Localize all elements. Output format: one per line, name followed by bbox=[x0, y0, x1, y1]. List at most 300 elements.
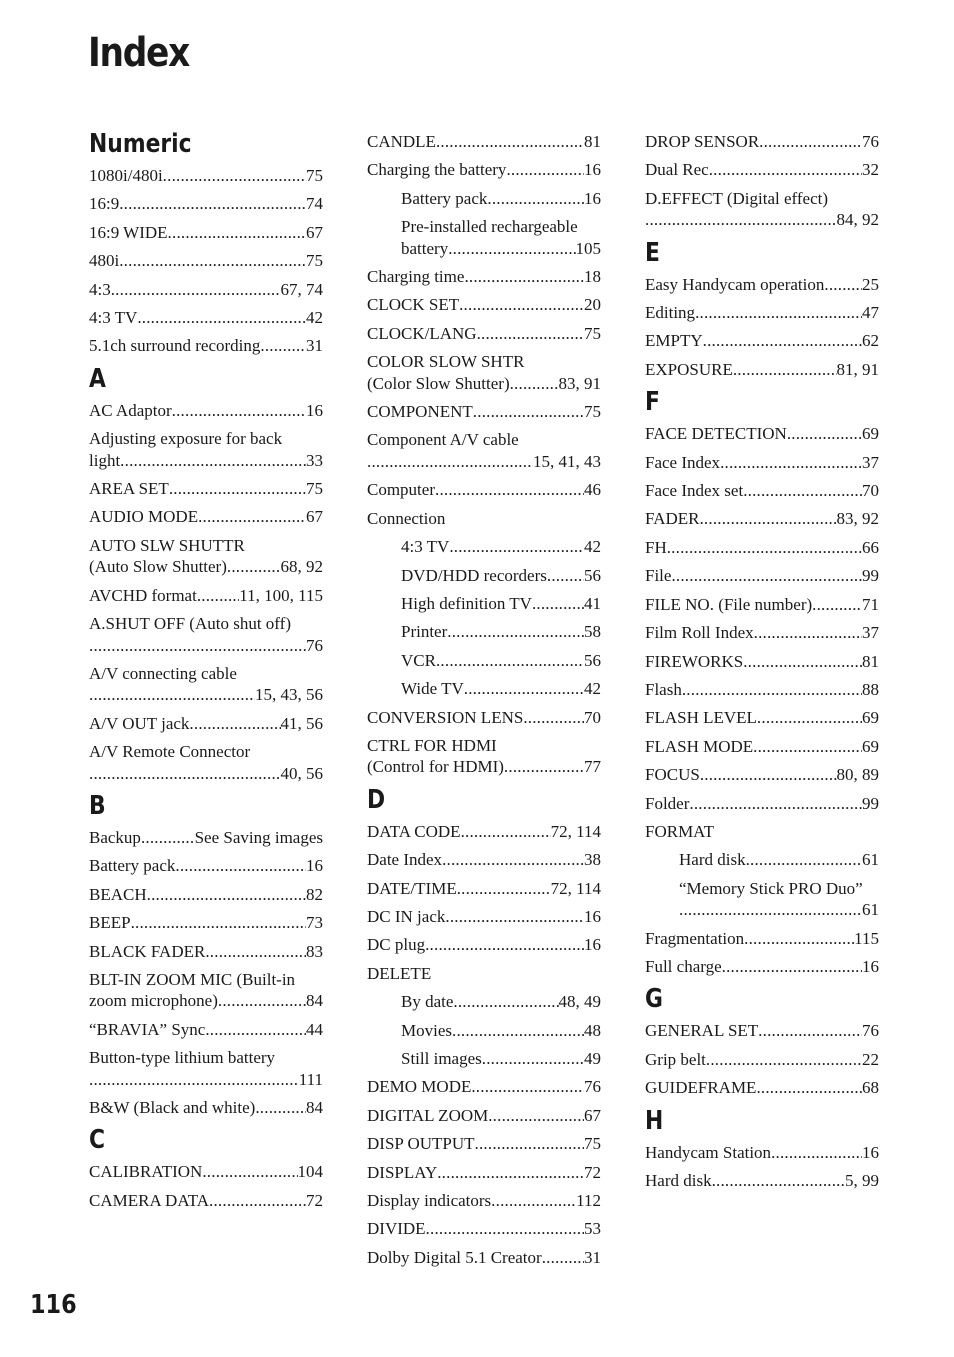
index-entry bbox=[89, 1190, 323, 1211]
dot-leader bbox=[506, 159, 584, 180]
section-heading: E bbox=[645, 237, 660, 268]
entry-line bbox=[89, 1019, 323, 1040]
page-ref: 16 bbox=[306, 400, 323, 420]
page-ref: See Saving images bbox=[194, 827, 323, 847]
entry-line bbox=[645, 209, 879, 230]
page-ref: 68, 92 bbox=[280, 557, 323, 577]
page-ref: 75 bbox=[584, 402, 601, 422]
entry-term: DISPLAY bbox=[367, 1162, 438, 1182]
page-ref: 70 bbox=[862, 481, 879, 501]
entry-line bbox=[89, 193, 323, 214]
entry-term: Full charge bbox=[645, 956, 722, 976]
entry-line bbox=[645, 1049, 879, 1070]
entry-term: light bbox=[89, 450, 121, 470]
entry-line bbox=[645, 359, 879, 380]
entry-term: VCR bbox=[401, 650, 436, 670]
index-entry bbox=[367, 1105, 601, 1126]
index-subentry bbox=[367, 536, 601, 557]
entry-term: 1080i/480i bbox=[89, 166, 163, 185]
page-ref: 73 bbox=[306, 913, 323, 933]
entry-term: FORMAT bbox=[645, 821, 714, 841]
entry-term: CLOCK SET bbox=[367, 295, 460, 315]
page-ref: 81 bbox=[584, 132, 601, 151]
entry-line bbox=[645, 131, 879, 152]
entry-line bbox=[89, 450, 323, 471]
entry-term: Date Index bbox=[367, 850, 443, 870]
dot-leader bbox=[758, 1020, 862, 1041]
entry-line bbox=[367, 131, 601, 152]
index-entry bbox=[645, 1077, 879, 1098]
entry-term: DEMO MODE bbox=[367, 1077, 472, 1097]
entry-line bbox=[89, 1161, 323, 1182]
dot-leader bbox=[189, 713, 280, 734]
index-subentry bbox=[645, 849, 879, 870]
page-ref: 72, 114 bbox=[550, 821, 601, 841]
index-entry bbox=[89, 335, 323, 356]
page-ref: 16 bbox=[306, 856, 323, 876]
entry-term-first-line: A/V Remote Connector bbox=[89, 742, 251, 762]
dot-leader bbox=[824, 274, 862, 295]
entry-term-first-line: A.SHUT OFF (Auto shut off) bbox=[89, 614, 291, 634]
page-ref: 115 bbox=[854, 928, 879, 948]
dot-leader bbox=[753, 736, 862, 757]
page-ref: 18 bbox=[584, 267, 601, 287]
index-entry bbox=[367, 707, 601, 728]
page-ref: 104 bbox=[297, 1162, 323, 1182]
section-heading: H bbox=[645, 1105, 664, 1136]
page-ref: 67 bbox=[306, 222, 323, 242]
dot-leader bbox=[746, 849, 862, 870]
index-entry bbox=[367, 1190, 601, 1211]
dot-leader bbox=[445, 906, 584, 927]
dot-leader bbox=[703, 330, 862, 351]
page-ref: 83 bbox=[306, 941, 323, 961]
section-heading: A bbox=[89, 363, 106, 394]
entry-line bbox=[89, 1069, 323, 1090]
entry-line bbox=[645, 1020, 879, 1041]
entry-line bbox=[367, 1247, 601, 1268]
index-entry bbox=[89, 941, 323, 962]
page-ref: 75 bbox=[306, 479, 323, 499]
index-entry bbox=[89, 613, 323, 656]
index-entry bbox=[89, 1019, 323, 1040]
entry-term: DATE/TIME bbox=[367, 878, 457, 898]
page-ref: 53 bbox=[584, 1219, 601, 1239]
index-entry bbox=[645, 651, 879, 672]
entry-line bbox=[89, 335, 323, 356]
entry-line bbox=[645, 1077, 879, 1098]
page-ref: 84 bbox=[306, 1098, 323, 1117]
entry-line bbox=[367, 294, 601, 315]
page-ref: 37 bbox=[862, 452, 879, 472]
entry-line bbox=[367, 821, 601, 842]
dot-leader bbox=[202, 1161, 297, 1182]
index-entry bbox=[89, 663, 323, 706]
dot-leader bbox=[367, 451, 533, 472]
entry-term: Editing bbox=[645, 303, 696, 323]
dot-leader bbox=[205, 941, 306, 962]
entry-line bbox=[645, 1170, 879, 1191]
dot-leader bbox=[504, 756, 584, 777]
index-entry bbox=[645, 1170, 879, 1191]
dot-leader bbox=[733, 359, 837, 380]
entry-line bbox=[367, 159, 601, 180]
entry-term: Folder bbox=[645, 793, 690, 813]
entry-line bbox=[89, 763, 323, 784]
page-ref: 16 bbox=[584, 935, 601, 955]
index-entry bbox=[367, 429, 601, 472]
entry-line bbox=[89, 506, 323, 527]
index-entry bbox=[367, 963, 601, 984]
page-ref: 31 bbox=[584, 1247, 601, 1267]
index-entry bbox=[367, 323, 601, 344]
entry-term: CAMERA DATA bbox=[89, 1190, 210, 1210]
index-entry bbox=[645, 565, 879, 586]
entry-line bbox=[367, 934, 601, 955]
entry-term: DC plug bbox=[367, 935, 426, 955]
entry-term: DIGITAL ZOOM bbox=[367, 1105, 489, 1125]
index-entry bbox=[645, 274, 879, 295]
index-entry bbox=[367, 159, 601, 180]
index-entry bbox=[645, 821, 879, 842]
entry-term: 4:3 TV bbox=[89, 308, 138, 328]
entry-line bbox=[367, 707, 601, 728]
dot-leader bbox=[436, 131, 584, 152]
index-entry bbox=[367, 1076, 601, 1097]
entry-term: Film Roll Index bbox=[645, 623, 754, 643]
dot-leader bbox=[482, 1048, 584, 1069]
dot-leader bbox=[147, 884, 306, 905]
entry-line bbox=[367, 1076, 601, 1097]
entry-line bbox=[401, 536, 601, 557]
page-ref: 44 bbox=[306, 1019, 323, 1039]
dot-leader bbox=[754, 622, 862, 643]
entry-line bbox=[367, 1218, 601, 1239]
index-entry bbox=[645, 131, 879, 152]
index-entry bbox=[367, 266, 601, 287]
entry-line bbox=[367, 906, 601, 927]
page-ref: 37 bbox=[862, 623, 879, 643]
index-entry bbox=[367, 1218, 601, 1239]
dot-leader bbox=[209, 1190, 306, 1211]
entry-line bbox=[367, 878, 601, 899]
dot-leader bbox=[679, 899, 862, 920]
entry-line bbox=[89, 713, 323, 734]
dot-leader bbox=[175, 855, 306, 876]
entry-term: 480i bbox=[89, 251, 120, 271]
page-ref: 67 bbox=[584, 1105, 601, 1125]
index-entry bbox=[89, 969, 323, 1012]
section-heading: C bbox=[89, 1125, 106, 1156]
entry-line bbox=[89, 635, 323, 656]
entry-line bbox=[367, 756, 601, 777]
entry-line bbox=[401, 1020, 601, 1041]
section-heading: B bbox=[89, 790, 106, 821]
dot-leader bbox=[448, 238, 575, 259]
page-ref: 69 bbox=[862, 708, 879, 728]
index-entry bbox=[89, 165, 323, 186]
dot-leader bbox=[475, 1133, 584, 1154]
dot-leader bbox=[523, 707, 584, 728]
entry-term: CALIBRATION bbox=[89, 1162, 203, 1182]
entry-line bbox=[401, 621, 601, 642]
entry-term: CLOCK/LANG bbox=[367, 323, 477, 343]
entry-line bbox=[401, 678, 601, 699]
dot-leader bbox=[771, 1142, 862, 1163]
index-entry bbox=[89, 713, 323, 734]
dot-leader bbox=[426, 1218, 584, 1239]
dot-leader bbox=[461, 821, 551, 842]
entry-line bbox=[367, 849, 601, 870]
dot-leader bbox=[111, 279, 281, 300]
index-entry bbox=[89, 307, 323, 328]
entry-term: FLASH MODE bbox=[645, 736, 754, 756]
entry-term: Display indicators bbox=[367, 1191, 492, 1211]
index-column-3 bbox=[645, 131, 879, 1198]
entry-line bbox=[367, 266, 601, 287]
entry-line bbox=[89, 400, 323, 421]
entry-term: Dolby Digital 5.1 Creator bbox=[367, 1247, 542, 1267]
entry-term: COMPONENT bbox=[367, 402, 473, 422]
dot-leader bbox=[491, 1190, 576, 1211]
index-subentry bbox=[367, 621, 601, 642]
entry-term: Wide TV bbox=[401, 679, 464, 699]
dot-leader bbox=[542, 1247, 584, 1268]
index-subentry bbox=[367, 650, 601, 671]
index-subentry bbox=[367, 1048, 601, 1069]
page-ref: 46 bbox=[584, 480, 601, 500]
page-ref: 42 bbox=[584, 537, 601, 557]
entry-term: File bbox=[645, 566, 672, 586]
page-ref: 62 bbox=[862, 331, 879, 351]
index-entry bbox=[645, 1142, 879, 1163]
entry-line bbox=[401, 565, 601, 586]
page-ref: 72, 114 bbox=[550, 878, 601, 898]
index-subentry bbox=[367, 1020, 601, 1041]
index-entry bbox=[645, 594, 879, 615]
page-ref: 31 bbox=[306, 336, 323, 356]
dot-leader bbox=[119, 193, 306, 214]
index-entry bbox=[89, 912, 323, 933]
entry-term: DISP OUTPUT bbox=[367, 1134, 475, 1154]
page-ref: 40, 56 bbox=[280, 763, 323, 783]
index-entry bbox=[645, 480, 879, 501]
dot-leader bbox=[453, 991, 558, 1012]
index-entry bbox=[645, 302, 879, 323]
index-entry bbox=[367, 821, 601, 842]
index-entry bbox=[367, 508, 601, 529]
entry-term: Still images bbox=[401, 1049, 482, 1068]
entry-line bbox=[401, 650, 601, 671]
entry-term: Face Index set bbox=[645, 481, 744, 501]
dot-leader bbox=[459, 294, 584, 315]
page-ref: 48, 49 bbox=[558, 992, 601, 1012]
entry-term: GUIDEFRAME bbox=[645, 1078, 757, 1098]
dot-leader bbox=[447, 621, 584, 642]
entry-line bbox=[645, 423, 879, 444]
entry-term: Hard disk bbox=[645, 1171, 712, 1190]
dot-leader bbox=[260, 335, 306, 356]
page-ref: 81, 91 bbox=[836, 359, 879, 379]
entry-term: Flash bbox=[645, 679, 682, 699]
page-ref: 72 bbox=[306, 1190, 323, 1210]
index-entry bbox=[645, 359, 879, 380]
dot-leader bbox=[706, 1049, 862, 1070]
page-ref: 99 bbox=[862, 793, 879, 813]
entry-term: (Color Slow Shutter) bbox=[367, 373, 510, 393]
index-entry bbox=[367, 906, 601, 927]
dot-leader bbox=[442, 849, 584, 870]
entry-line bbox=[401, 593, 601, 614]
index-entry bbox=[367, 351, 601, 394]
index-entry bbox=[645, 707, 879, 728]
entry-line bbox=[89, 941, 323, 962]
index-entry bbox=[89, 741, 323, 784]
dot-leader bbox=[645, 209, 837, 230]
index-entry bbox=[89, 250, 323, 271]
page-ref: 111 bbox=[298, 1069, 323, 1089]
page-ref: 84, 92 bbox=[836, 210, 879, 230]
entry-line bbox=[89, 307, 323, 328]
section-heading: F bbox=[645, 387, 660, 418]
index-entry bbox=[645, 928, 879, 949]
page-ref: 47 bbox=[862, 303, 879, 323]
entry-line bbox=[367, 373, 601, 394]
page-ref: 56 bbox=[584, 650, 601, 670]
page-ref: 49 bbox=[584, 1049, 601, 1068]
page-ref: 71 bbox=[862, 594, 879, 614]
page-ref: 16 bbox=[584, 906, 601, 926]
page-ref: 82 bbox=[306, 884, 323, 904]
index-entry bbox=[645, 188, 879, 231]
dot-leader bbox=[198, 506, 306, 527]
index-entry bbox=[367, 1133, 601, 1154]
page-ref: 84 bbox=[306, 991, 323, 1011]
entry-term-first-line: Component A/V cable bbox=[367, 430, 519, 450]
dot-leader bbox=[197, 585, 239, 606]
page-ref: 68 bbox=[862, 1078, 879, 1098]
index-entry bbox=[645, 508, 879, 529]
index-entry bbox=[89, 884, 323, 905]
entry-term: “BRAVIA” Sync bbox=[89, 1019, 206, 1039]
index-entry bbox=[89, 1047, 323, 1090]
entry-line bbox=[89, 912, 323, 933]
index-subentry bbox=[645, 878, 879, 921]
dot-leader bbox=[449, 536, 584, 557]
entry-line bbox=[89, 279, 323, 300]
entry-term: 5.1ch surround recording bbox=[89, 336, 261, 356]
entry-term: 16:9 WIDE bbox=[89, 222, 168, 242]
entry-line bbox=[645, 679, 879, 700]
section-heading: Numeric bbox=[89, 129, 192, 159]
entry-term: AVCHD format bbox=[89, 585, 197, 605]
entry-term: FADER bbox=[645, 509, 700, 529]
dot-leader bbox=[720, 452, 862, 473]
dot-leader bbox=[89, 684, 255, 705]
entry-line bbox=[645, 508, 879, 529]
index-entry bbox=[367, 479, 601, 500]
entry-line bbox=[645, 764, 879, 785]
entry-term: 4:3 TV bbox=[401, 537, 450, 557]
entry-term: AUDIO MODE bbox=[89, 507, 199, 527]
section-heading: G bbox=[645, 984, 663, 1015]
dot-leader bbox=[452, 1020, 584, 1041]
page-ref: 16 bbox=[584, 160, 601, 180]
page-ref: 42 bbox=[584, 679, 601, 699]
page-ref: 42 bbox=[306, 308, 323, 328]
entry-term: CONVERSION LENS bbox=[367, 707, 524, 727]
entry-term: Grip belt bbox=[645, 1049, 706, 1069]
dot-leader bbox=[141, 827, 195, 848]
entry-term-first-line: Adjusting exposure for back bbox=[89, 429, 283, 449]
dot-leader bbox=[699, 508, 836, 529]
entry-line bbox=[89, 250, 323, 271]
entry-line bbox=[401, 991, 601, 1012]
index-subentry bbox=[367, 565, 601, 586]
entry-term: Fragmentation bbox=[645, 928, 745, 948]
entry-term-first-line: BLT-IN ZOOM MIC (Built-in bbox=[89, 969, 296, 989]
entry-term: FOCUS bbox=[645, 765, 700, 785]
entry-term: Handycam Station bbox=[645, 1142, 772, 1162]
dot-leader bbox=[488, 1105, 584, 1126]
entry-term: DROP SENSOR bbox=[645, 132, 760, 151]
entry-line bbox=[645, 274, 879, 295]
page-title: Index bbox=[88, 30, 189, 76]
entry-term: EMPTY bbox=[645, 331, 703, 351]
page-ref: 77 bbox=[584, 757, 601, 777]
dot-leader bbox=[712, 1170, 845, 1191]
page-ref: 76 bbox=[306, 635, 323, 655]
index-entry bbox=[367, 878, 601, 899]
entry-term: Easy Handycam operation bbox=[645, 274, 825, 294]
entry-term-first-line: “Memory Stick PRO Duo” bbox=[679, 878, 863, 898]
dot-leader bbox=[457, 878, 551, 899]
dot-leader bbox=[700, 764, 837, 785]
page-ref: 112 bbox=[576, 1191, 601, 1211]
page-ref: 38 bbox=[584, 850, 601, 870]
entry-term: BEACH bbox=[89, 884, 147, 904]
entry-term-first-line: A/V connecting cable bbox=[89, 663, 237, 683]
index-entry bbox=[645, 622, 879, 643]
dot-leader bbox=[722, 956, 862, 977]
entry-line bbox=[89, 165, 323, 186]
entry-line bbox=[401, 238, 601, 259]
entry-term: FLASH LEVEL bbox=[645, 708, 757, 728]
entry-line bbox=[367, 451, 601, 472]
dot-leader bbox=[743, 651, 862, 672]
dot-leader bbox=[744, 928, 854, 949]
index-entry bbox=[645, 793, 879, 814]
entry-term: Backup bbox=[89, 827, 141, 847]
entry-term: A/V OUT jack bbox=[89, 713, 190, 733]
index-entry bbox=[645, 956, 879, 977]
entry-line bbox=[645, 956, 879, 977]
page-ref: 20 bbox=[584, 295, 601, 315]
entry-term: Charging time bbox=[367, 267, 465, 287]
entry-line bbox=[645, 302, 879, 323]
index-entry bbox=[89, 222, 323, 243]
index-entry bbox=[645, 537, 879, 558]
dot-leader bbox=[218, 990, 306, 1011]
page-ref: 15, 41, 43 bbox=[533, 451, 601, 471]
dot-leader bbox=[119, 250, 306, 271]
dot-leader bbox=[756, 1077, 862, 1098]
page-ref: 67 bbox=[306, 507, 323, 527]
page-ref: 72 bbox=[584, 1162, 601, 1182]
index-entry bbox=[89, 535, 323, 578]
dot-leader bbox=[477, 323, 584, 344]
entry-term: GENERAL SET bbox=[645, 1021, 759, 1041]
